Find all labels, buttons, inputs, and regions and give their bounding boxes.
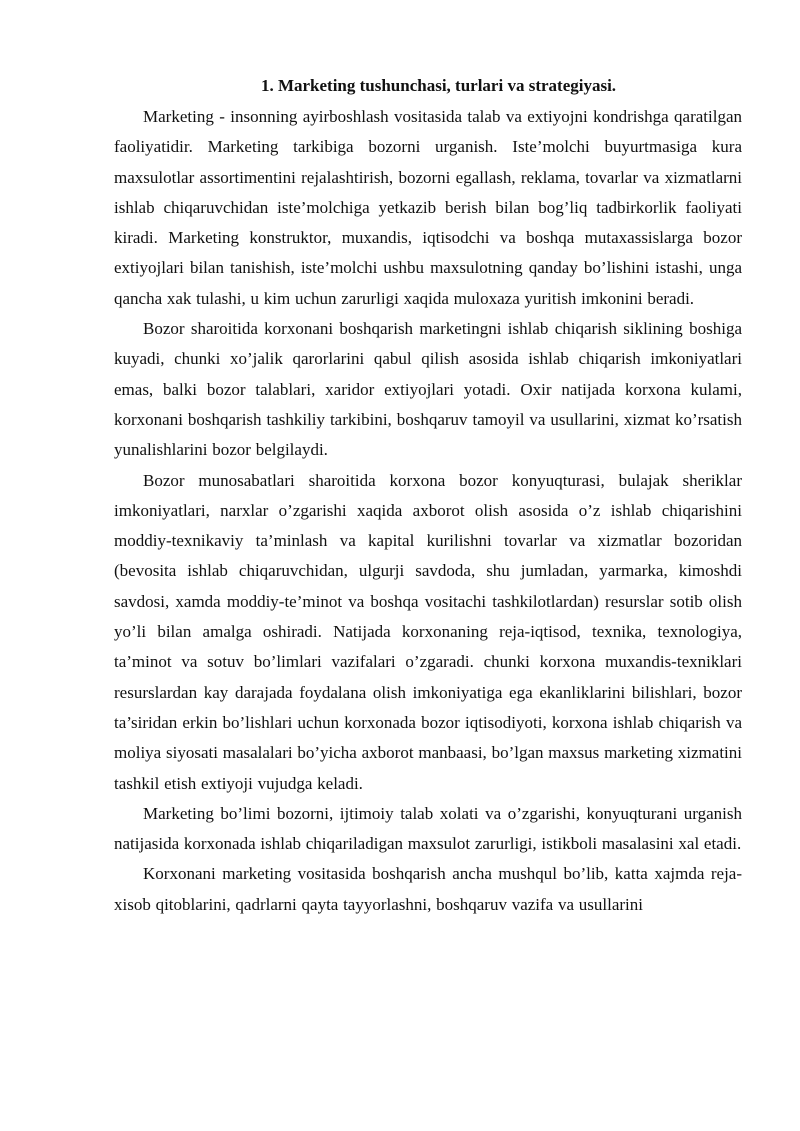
paragraph-4: Marketing bo’limi bozorni, ijtimoiy talab xolati va o’zgarishi, konyuqturani urganish natijasida korxonada ishlab chiqariladigan maxsulot zarurligi, istikboli masalasini xal etadi. [114, 803, 742, 854]
paragraph-3: Bozor munosabatlari sharoitida korxona bozor konyuqturasi, bulajak sheriklar imkoniyatlari, narxlar o’zgarishi xaqida axborot olish asosida o’z ishlab chiqarishini moddiy-texnikaviy ta’minlash va kapital kurilishni tovarlar va xizmatlar bozoridan (bevosita ishlab chiqaruvchidan, ulgurji savdoda, shu jumladan, yarmarka, kimoshdi savdosi, xamda moddiy-te’minot va boshqa vositachi tashkilotlardan) resurslar sotib olish yo’li bilan amalga oshiradi. Natijada korxonaning reja-iqtisod, texnika, texnologiya, ta’minot va sotuv bo’limlari vazifalari o’zgaradi. chunki korxona muxandis-texniklari resurslardan kay darajada foydalana olish imkoniyatiga ega ekanliklarini bilishlari, bozor ta’siridan erkin bo’lishlari uchun korxonada bozor iqtisodiyoti, korxona ishlab chiqarish va moliya siyosati masalalari bo’yicha axborot manbaasi, bo’lgan maxsus marketing xizmatini tashkil etish extiyoji vujudga keladi. [114, 470, 742, 793]
document-page [114, 72, 742, 920]
paragraph-1: Marketing - insonning ayirboshlash vositasida talab va extiyojni kondrishga qaratilgan faoliyatidir. Marketing tarkibiga bozorni urganish. Iste’molchi buyurtmasiga kura maxsulotlar assortimentini rejalashtirish, bozorni egallash, reklama, tovarlar va xizmatlarni ishlab chiqaruvchidan iste’molchiga yetkazib berish bilan bog’liq tadbirkorlik faoliyati kiradi. Marketing konstruktor, muxandis, iqtisodchi va boshqa mutaxassislarga bozor extiyojlari bilan tanishish, iste’molchi ushbu maxsulotning qanday bo’lishini istashi, unga qancha xak tulashi, u kim uchun zarurligi xaqida muloxaza yuritish imkonini beradi. [114, 107, 742, 308]
paragraph-5: Korxonani marketing vositasida boshqarish ancha mushqul bo’lib, katta xajmda reja-xisob qitoblarini, qadrlarni qayta tayyorlashni, boshqaruv vazifa va usullarini [114, 864, 742, 914]
paragraph-2: Bozor sharoitida korxonani boshqarish marketingni ishlab chiqarish siklining boshiga kuyadi, chunki xo’jalik qarorlarini qabul qilish asosida ishlab chiqarish imkoniyatlari emas, balki bozor talablari, xaridor extiyojlari yotadi. Oxir natijada korxona kulami, korxonani boshqarish tashkiliy tarkibini, boshqaruv tamoyil va usullarini, xizmat ko’rsatish yunalishlarini bozor belgilaydi. [114, 319, 742, 460]
section-title: 1. Marketing tushunchasi, turlari va strategiyasi. [260, 76, 617, 95]
